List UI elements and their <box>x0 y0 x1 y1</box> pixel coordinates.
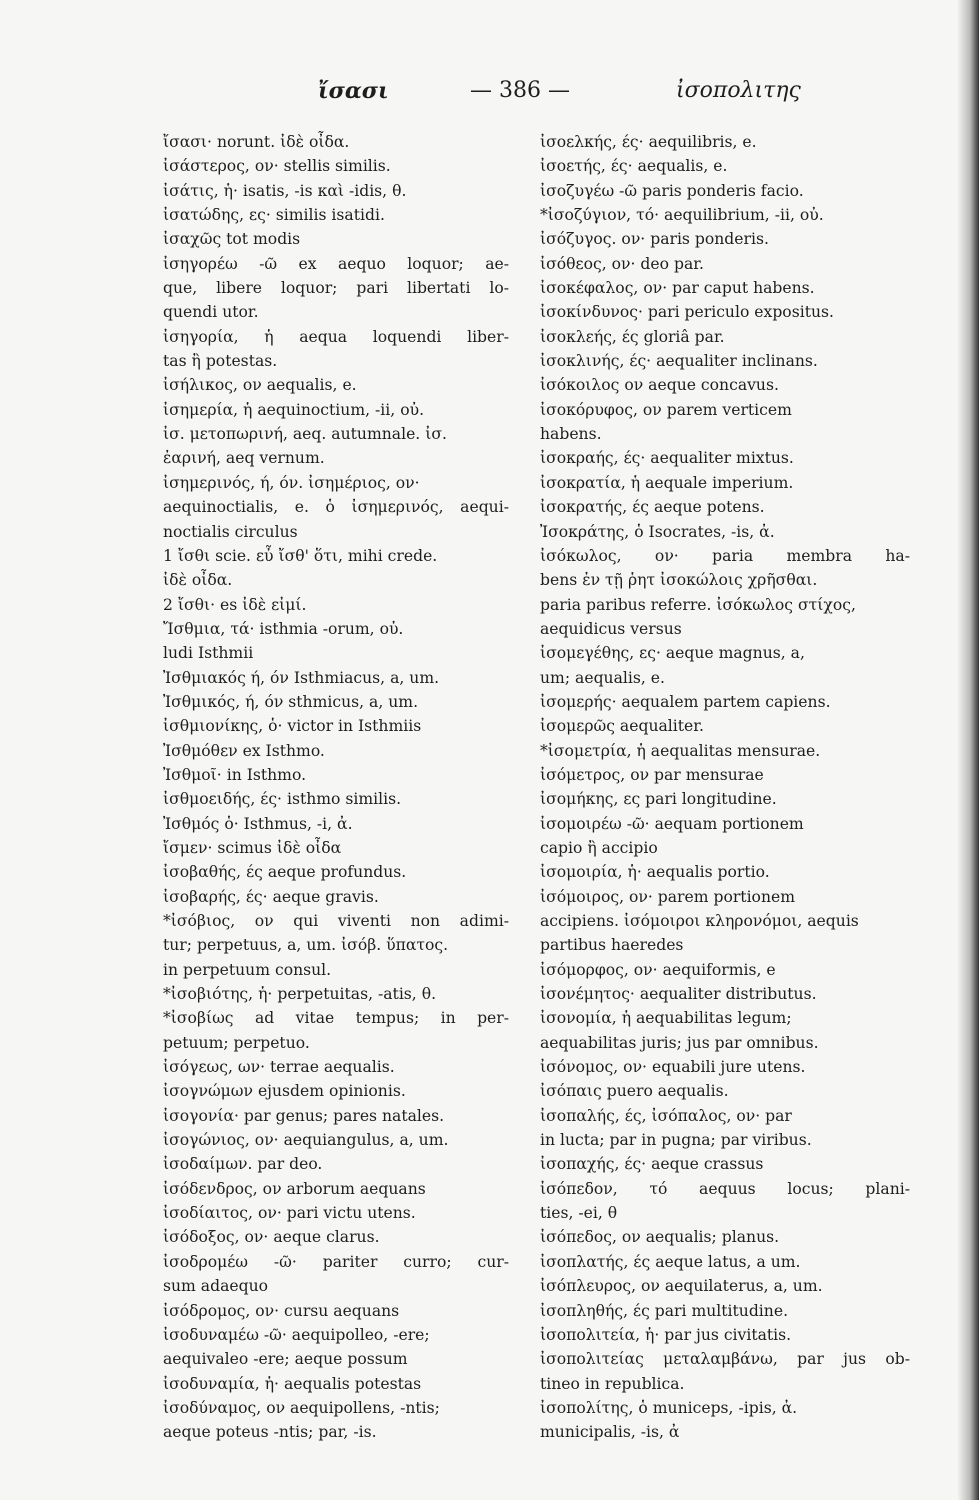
dictionary-line: ἰσόπεδον, τό aequus locus; plani- <box>540 1179 910 1198</box>
dictionary-line: ἰσοκρατής, ές aeque potens. <box>540 498 765 517</box>
dictionary-line: ἰσοδυναμία, ἡ· aequalis potestas <box>163 1374 422 1393</box>
dictionary-line: accipiens. ἰσόμοιροι κληρονόμοι, aequis <box>540 912 859 930</box>
dictionary-line: ἰσοβαρής, ές· aeque gravis. <box>163 887 379 906</box>
dictionary-line: ἰσόζυγος. ον· paris ponderis. <box>540 230 769 249</box>
dictionary-line: ἰσόδοξος, ον· aeque clarus. <box>163 1228 380 1247</box>
dictionary-line: ἰσοβαθής, ές aeque profundus. <box>163 863 407 882</box>
dictionary-line: aeque poteus -ntis; par, -is. <box>163 1423 377 1442</box>
dictionary-line: Ἰσθμόθεν ex Isthmo. <box>163 741 325 760</box>
dictionary-line: ἰσοπολιτεία, ἡ· par jus civitatis. <box>540 1325 792 1344</box>
dictionary-line: ἰσομεγέθης, ες· aeque magnus, a, <box>540 644 805 663</box>
dictionary-line: um; aequalis, e. <box>540 668 665 687</box>
dictionary-line: que, libere loquor; pari libertati lo- <box>163 279 509 298</box>
dictionary-line: petuum; perpetuo. <box>163 1033 310 1052</box>
dictionary-line: ties, -ei, θ <box>540 1204 618 1223</box>
dictionary-line: *ἰσοβίως ad vitae tempus; in per- <box>163 1009 509 1028</box>
dictionary-line: Ἴσθμια, τά· isthmia -orum, οὐ. <box>163 619 404 638</box>
dictionary-line: habens. <box>540 425 602 444</box>
dictionary-line: tur; perpetuus, a, um. ἰσόβ. ὕπατος. <box>163 936 449 955</box>
dictionary-line: ἰσόμοιρος, ον· parem portionem <box>540 887 795 906</box>
page-header <box>0 78 979 118</box>
dictionary-line: ἰσόμορφος, ον· aequiformis, e <box>540 960 776 979</box>
dictionary-line: sum adaequo <box>163 1277 269 1296</box>
dictionary-line: ἰσημερινός, ή, όν. ἰσημέριος, ον· <box>163 473 420 492</box>
dictionary-line: ἰσοκλινής, ές· aequaliter inclinans. <box>540 352 818 371</box>
dictionary-line: ἴσασι· norunt. ἰδὲ οἶδα. <box>163 133 350 151</box>
page-number: — 386 — <box>470 78 570 103</box>
dictionary-line: ἰσάτις, ἡ· isatis, -is καὶ -idis, θ. <box>163 181 407 200</box>
dictionary-line: ἰσοπλατής, ές aeque latus, a um. <box>540 1252 801 1271</box>
dictionary-line: aequivaleo -ere; aeque possum <box>163 1350 408 1369</box>
dictionary-line: ἰσονέμητος· aequaliter distributus. <box>540 985 817 1004</box>
dictionary-line: Ἰσοκράτης, ὁ Isocrates, -is, ἀ. <box>540 522 775 541</box>
dictionary-line: ἰσόγεως, ων· terrae aequalis. <box>163 1058 395 1077</box>
dictionary-line: ἰδὲ οἶδα. <box>163 571 233 590</box>
dictionary-line: tas ἢ potestas. <box>163 352 278 371</box>
dictionary-line: tineo in republica. <box>540 1374 685 1393</box>
dictionary-line: ἰσόδενδρος, ον arborum aequans <box>163 1179 426 1198</box>
dictionary-line: ἰσομερής· aequalem partem capiens. <box>540 692 831 711</box>
dictionary-line: ἰσοζυγέω -ῶ paris ponderis facio. <box>540 181 804 200</box>
dictionary-line: ἰσοκραής, ές· aequaliter mixtus. <box>540 449 794 468</box>
dictionary-line: quendi utor. <box>163 303 259 322</box>
dictionary-line: ἰσογώνιος, ον· aequiangulus, a, um. <box>163 1131 449 1150</box>
dictionary-line: ἰσογονία· par genus; pares natales. <box>163 1106 445 1125</box>
dictionary-line: ἐαρινή, aeq vernum. <box>163 449 325 468</box>
dictionary-line: ἰσημερία, ἡ aequinoctium, -ii, οὐ. <box>163 400 425 419</box>
dictionary-line: ἰσοδρομέω -ῶ· pariter curro; cur- <box>163 1252 509 1271</box>
dictionary-line: ἰσοδύναμος, ον aequipollens, -ntis; <box>163 1398 440 1417</box>
dictionary-line: ἰσοπαλής, ές, ἰσόπαλος, ον· par <box>540 1106 792 1125</box>
dictionary-line: *ἰσομετρία, ἡ aequalitas mensurae. <box>540 741 821 760</box>
dictionary-line: *ἰσοβιότης, ἡ· perpetuitas, -atis, θ. <box>163 985 437 1004</box>
dictionary-line: ἰσθμιονίκης, ὁ· victor in Isthmiis <box>163 717 422 736</box>
dictionary-line: ἰσομερῶς aequaliter. <box>540 717 704 736</box>
page-edge-shadow <box>957 0 979 1500</box>
dictionary-line: ἰσοπληθής, ές pari multitudine. <box>540 1301 789 1320</box>
dictionary-line: ἰσόμετρος, ον par mensurae <box>540 765 764 784</box>
dictionary-line: ἰσαχῶς tot modis <box>163 230 301 249</box>
dictionary-line: ἰσόκοιλος ον aeque concavus. <box>540 376 779 395</box>
dictionary-line: ἰσοπαχής, ές· aeque crassus <box>540 1155 764 1174</box>
dictionary-line: ἰσομοιρία, ἡ· aequalis portio. <box>540 863 770 882</box>
dictionary-line: noctialis circulus <box>163 522 298 541</box>
dictionary-line: ἰσοπολιτείας μεταλαμβάνω, par jus ob- <box>540 1350 910 1369</box>
header-left-word: ἴσασι <box>318 78 389 104</box>
dictionary-line: municipalis, -is, ἀ <box>540 1423 680 1442</box>
dictionary-line: ἰσόνομος, ον· equabili jure utens. <box>540 1058 806 1077</box>
dictionary-line: ἰσηγορία, ἡ aequa loquendi liber- <box>163 327 509 346</box>
dictionary-line: ἰσόπλευρος, ον aequilaterus, a, um. <box>540 1277 823 1296</box>
dictionary-line: ἰσόθεος, ον· deo par. <box>540 254 704 273</box>
dictionary-line: Ἰσθμιακός ή, όν Isthmiacus, a, um. <box>163 668 440 687</box>
left-column <box>163 130 509 1445</box>
dictionary-line: capio ἢ accipio <box>540 838 658 857</box>
dictionary-line: Ἰσθμός ὁ· Isthmus, -i, ἀ. <box>163 814 353 833</box>
dictionary-line: 2 ἴσθι· es ἰδὲ εἰμί. <box>163 595 307 614</box>
dictionary-line: ἰσοδυναμέω -ῶ· aequipolleo, -ere; <box>163 1325 430 1344</box>
dictionary-line: bens ἐν τῇ ῥητ ἰσοκώλοις χρῆσθαι. <box>540 571 818 590</box>
dictionary-line: ἰσήλικος, ον aequalis, e. <box>163 376 357 395</box>
dictionary-line: ἴσμεν· scimus ἰδὲ οἶδα <box>163 838 342 857</box>
dictionary-line: Ἰσθμοῖ· in Isthmo. <box>163 765 307 784</box>
dictionary-line: ἰσομήκης, ες pari longitudine. <box>540 790 777 809</box>
dictionary-line: ἰσθμοειδής, ές· isthmo similis. <box>163 790 402 809</box>
dictionary-line: ludi Isthmii <box>163 644 254 663</box>
dictionary-line: Ἰσθμικός, ή, όν sthmicus, a, um. <box>163 692 419 711</box>
dictionary-line: ἰσονομία, ἡ aequabilitas legum; <box>540 1009 792 1028</box>
dictionary-line: ἰσοκλεής, ές gloriâ par. <box>540 327 725 346</box>
dictionary-line: ἰσοκόρυφος, ον parem verticem <box>540 400 792 419</box>
dictionary-line: ἰσατώδης, ες· similis isatidi. <box>163 206 385 225</box>
dictionary-line: aequinoctialis, e. ὁ ἰσημερινός, aequi- <box>163 498 509 517</box>
dictionary-line: ἰσομοιρέω -ῶ· aequam portionem <box>540 814 804 833</box>
dictionary-line: paria paribus referre. ἰσόκωλος στίχος, <box>540 595 856 614</box>
dictionary-line: in lucta; par in pugna; par viribus. <box>540 1131 812 1150</box>
dictionary-line: 1 ἴσθι scie. εὖ ἴσθ' ὅτι, mihi crede. <box>163 546 438 565</box>
right-column <box>540 130 910 1445</box>
dictionary-line: ἰσοελκής, ές· aequilibris, e. <box>540 133 757 151</box>
dictionary-line: ἰσάστερος, ον· stellis similis. <box>163 157 391 176</box>
dictionary-line: ἰσοετής, ές· aequalis, e. <box>540 157 728 176</box>
dictionary-line: in perpetuum consul. <box>163 960 332 979</box>
dictionary-line: ἰσοδίαιτος, ον· pari victu utens. <box>163 1204 416 1223</box>
dictionary-line: ἰσηγορέω -ῶ ex aequo loquor; ae- <box>163 254 509 273</box>
dictionary-line: ἰσ. μετοπωρινή, aeq. autumnale. ἰσ. <box>163 425 447 444</box>
dictionary-line: ἰσογνώμων ejusdem opinionis. <box>163 1082 406 1101</box>
dictionary-line: ἰσόδρομος, ον· cursu aequans <box>163 1301 400 1320</box>
dictionary-line: aequidicus versus <box>540 619 682 638</box>
dictionary-line: ἰσοκέφαλος, ον· par caput habens. <box>540 279 815 298</box>
dictionary-line: ἰσόπαις puero aequalis. <box>540 1082 729 1101</box>
dictionary-line: *ἰσοζύγιον, τό· aequilibrium, -ii, οὐ. <box>540 206 824 225</box>
dictionary-line: ἰσοκρατία, ἡ aequale imperium. <box>540 473 794 492</box>
dictionary-line: ἰσοδαίμων. par deo. <box>163 1155 323 1174</box>
dictionary-line: ἰσοπολίτης, ὁ municeps, -ipis, ἀ. <box>540 1398 798 1417</box>
dictionary-line: partibus haeredes <box>540 936 684 955</box>
dictionary-line: *ἰσόβιος, ον qui viventi non adimi- <box>163 912 509 930</box>
dictionary-line: ἰσοκίνδυνος· pari periculo expositus. <box>540 303 834 322</box>
dictionary-line: ἰσόπεδος, ον aequalis; planus. <box>540 1228 780 1247</box>
dictionary-line: aequabilitas juris; jus par omnibus. <box>540 1033 819 1052</box>
header-right-word: ἰσοπολιτης <box>676 78 801 103</box>
dictionary-line: ἰσόκωλος, ον· paria membra ha- <box>540 546 910 565</box>
